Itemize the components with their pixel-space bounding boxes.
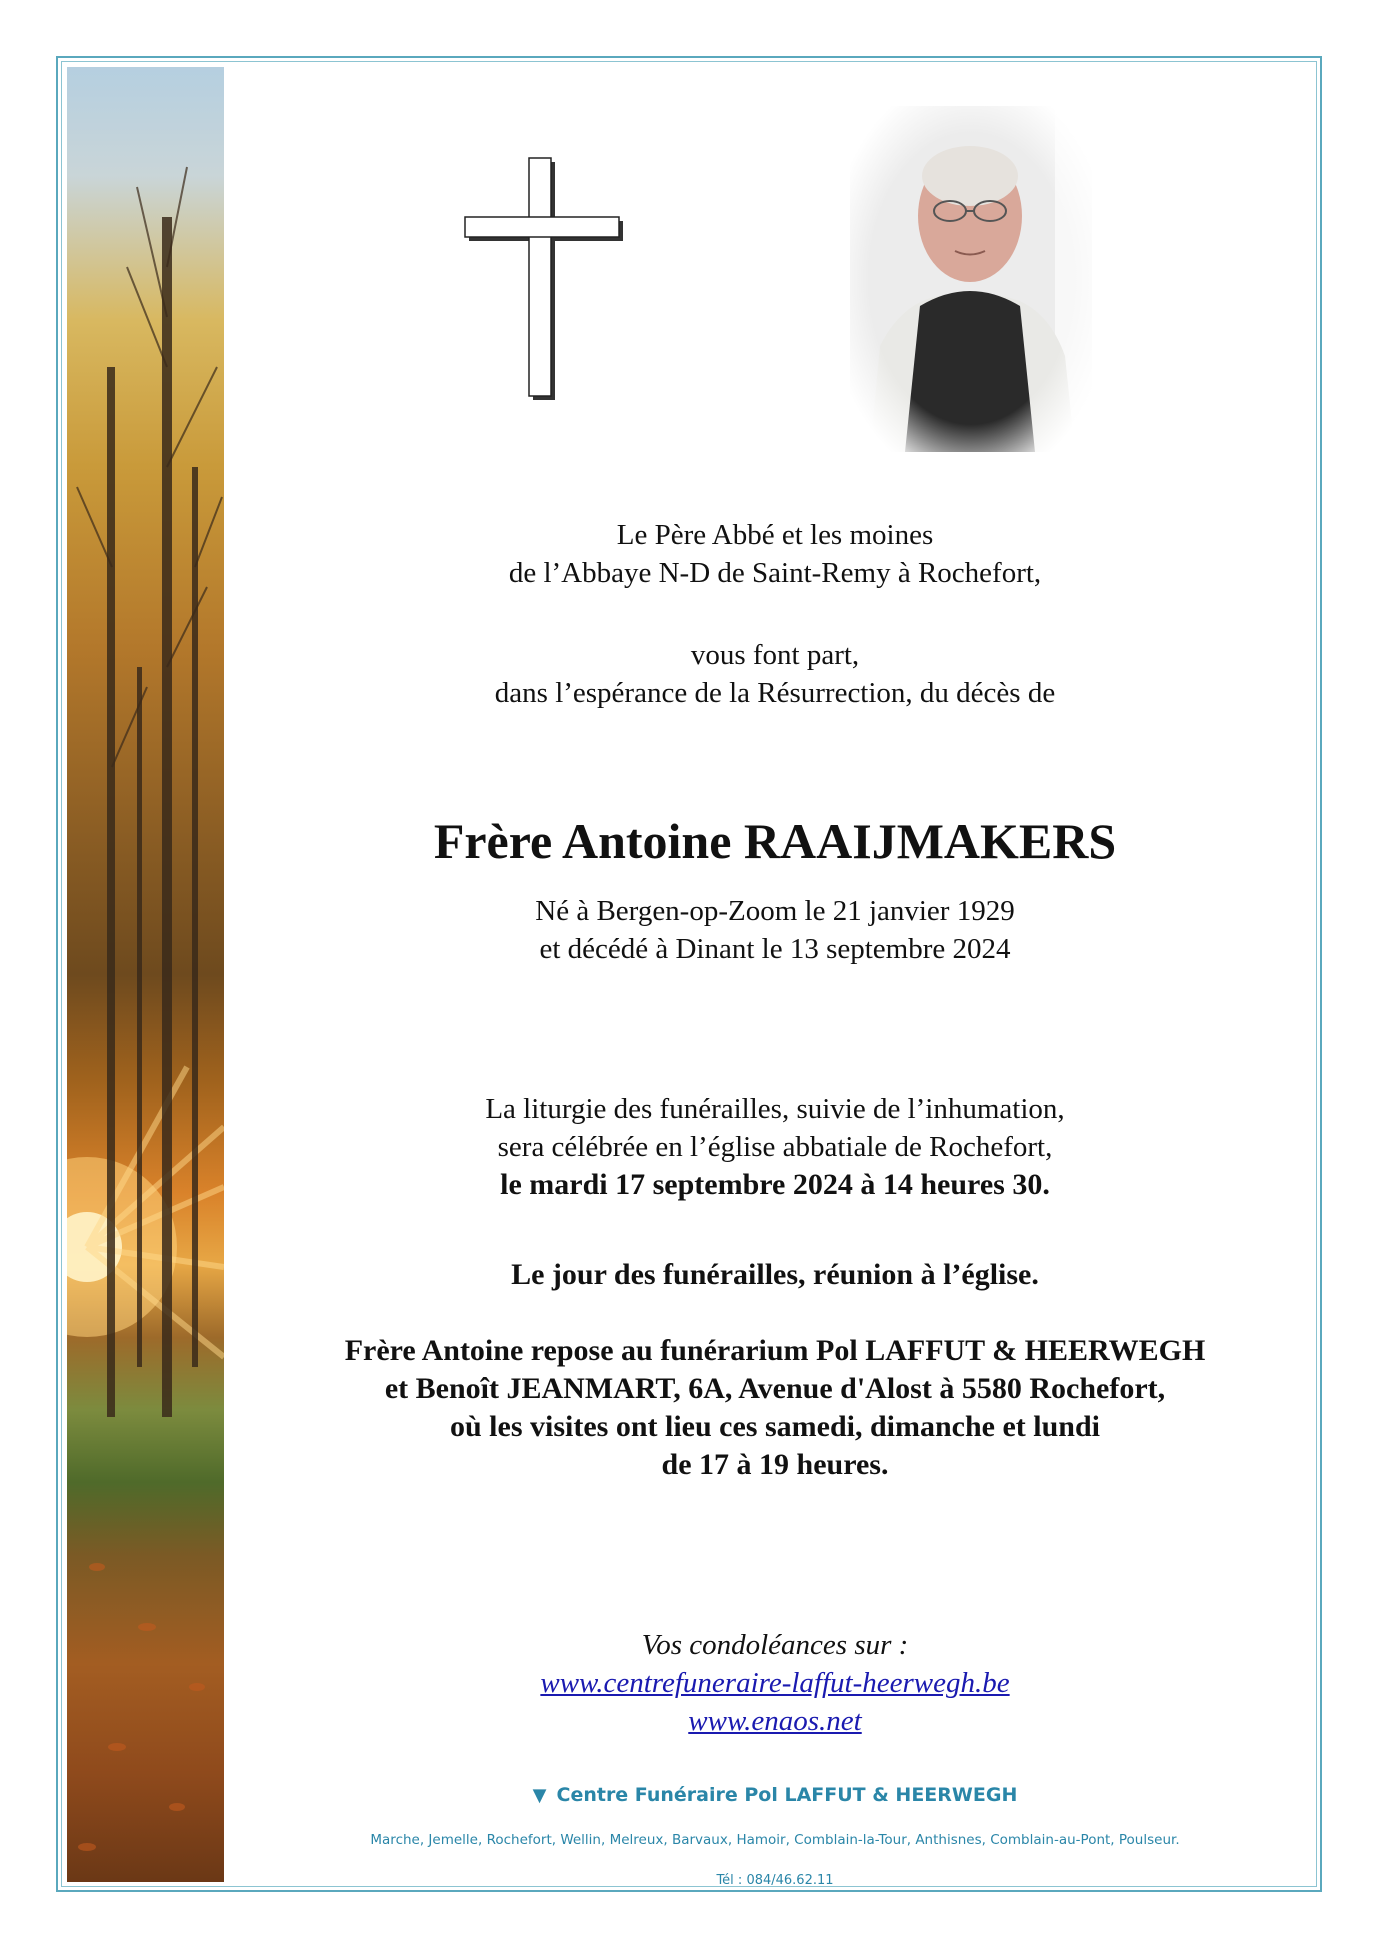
liturgy-line-1: La liturgie des funérailles, suivie de l’inhumation,: [485, 1093, 1065, 1125]
abbey-header: [250, 516, 1300, 592]
liturgy-date: le mardi 17 septembre 2024 à 14 heures 30.: [500, 1168, 1050, 1201]
liturgy-line-2: sera célébrée en l’église abbatiale de Rochefort,: [497, 1131, 1053, 1163]
abbey-header-line-1: Le Père Abbé et les moines: [616, 519, 934, 551]
cross-icon: [463, 156, 623, 401]
funerarium-line-4: de 17 à 19 heures.: [661, 1448, 889, 1481]
deceased-name: Frère Antoine RAAIJMAKERS: [433, 813, 1117, 869]
meeting-info: Le jour des funérailles, réunion à l’église.: [511, 1258, 1039, 1291]
page-border-inner: [61, 61, 1317, 1887]
triangle-down-icon: ▼: [532, 1785, 547, 1806]
footer-brand-name: Centre Funéraire Pol LAFFUT & HEERWEGH: [556, 1784, 1018, 1806]
announcement-line-2: dans l’espérance de la Résurrection, du décès de: [494, 677, 1056, 709]
condolences: [250, 1626, 1300, 1740]
footer-locations: Marche, Jemelle, Rochefort, Wellin, Melreux, Barvaux, Hamoir, Comblain-la-Tour, Anthisnes, Comblain-au-Pont, Poulseur.: [370, 1832, 1180, 1848]
funerarium-line-1: Frère Antoine repose au funérarium Pol LAFFUT & HEERWEGH: [344, 1334, 1206, 1367]
announcement-line-1: vous font part,: [690, 639, 860, 671]
footer-phone: Tél : 084/46.62.11: [716, 1873, 834, 1888]
funerarium-line-3: où les visites ont lieu ces samedi, dimanche et lundi: [449, 1410, 1101, 1443]
funerarium-info: [250, 1332, 1300, 1484]
death-line: et décédé à Dinant le 13 septembre 2024: [539, 933, 1011, 965]
footer-brand: [250, 1784, 1300, 1806]
portrait-photo: [850, 106, 1092, 452]
funeral-center-link[interactable]: www.centrefuneraire-laffut-heerwegh.be: [540, 1667, 1010, 1699]
funerarium-line-2: et Benoît JEANMART, 6A, Avenue d'Alost à 5580 Rochefort,: [384, 1372, 1166, 1405]
life-dates: [250, 892, 1300, 968]
liturgy-info: [250, 1090, 1300, 1204]
enaos-link[interactable]: www.enaos.net: [688, 1705, 862, 1737]
birth-line: Né à Bergen-op-Zoom le 21 janvier 1929: [535, 895, 1015, 927]
abbey-header-line-2: de l’Abbaye N-D de Saint-Remy à Rochefort,: [508, 557, 1042, 589]
condolences-label: Vos condoléances sur :: [641, 1629, 909, 1661]
autumn-forest-image: [67, 67, 224, 1882]
announcement: [250, 636, 1300, 712]
